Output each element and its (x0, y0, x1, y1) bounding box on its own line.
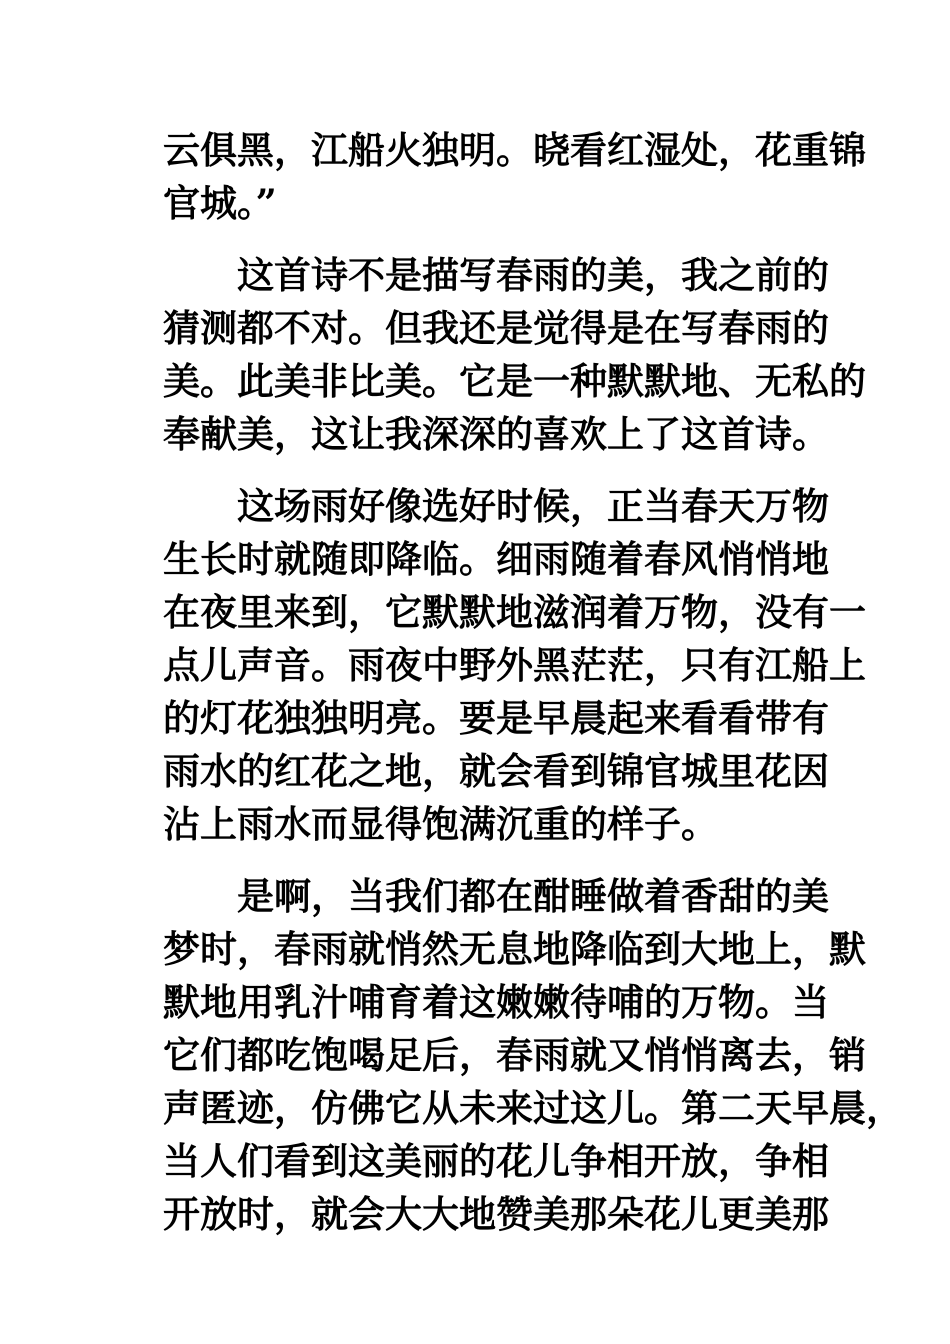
text-line: 这首诗不是描写春雨的美，我之前的 (237, 253, 829, 297)
paragraph-3 (163, 480, 866, 851)
text-line: 是啊，当我们都在酣睡做着香甜的美 (237, 874, 829, 918)
text-line: 当人们看到这美丽的花儿争相开放，争相 (163, 1139, 829, 1183)
text-line: 这场雨好像选好时候，正当春天万物 (237, 484, 829, 528)
document-body (163, 124, 903, 1260)
text-line: 的灯花独独明亮。要是早晨起来看看带有 (163, 696, 829, 740)
text-line: 沾上雨水而显得饱满沉重的样子。 (163, 802, 718, 846)
text-line: 在夜里来到，它默默地滋润着万物，没有一 (163, 590, 866, 634)
text-line: 开放时，就会大大地赞美那朵花儿更美那 (163, 1192, 829, 1236)
text-line: 云俱黑，江船火独明。晓看红湿处，花重锦 (163, 128, 866, 172)
paragraph-1 (163, 124, 866, 230)
text-line: 美。此美非比美。它是一种默默地、无私的 (163, 359, 866, 403)
text-line: 生长时就随即降临。细雨随着春风悄悄地 (163, 537, 829, 581)
text-line: 点儿声音。雨夜中野外黑茫茫，只有江船上 (163, 643, 866, 687)
text-line: 官城。” (163, 181, 277, 225)
text-line: 声匿迹，仿佛它从未来过这儿。第二天早晨， (163, 1086, 903, 1130)
text-line: 雨水的红花之地，就会看到锦官城里花因 (163, 749, 829, 793)
text-line: 奉献美，这让我深深的喜欢上了这首诗。 (163, 412, 829, 456)
text-line: 梦时，春雨就悄然无息地降临到大地上，默 (163, 927, 866, 971)
text-line: 猜测都不对。但我还是觉得是在写春雨的 (163, 306, 829, 350)
paragraph-4 (163, 870, 903, 1241)
paragraph-2 (163, 249, 866, 461)
text-line: 它们都吃饱喝足后，春雨就又悄悄离去，销 (163, 1033, 866, 1077)
text-line: 默地用乳汁哺育着这嫩嫩待哺的万物。当 (163, 980, 829, 1024)
